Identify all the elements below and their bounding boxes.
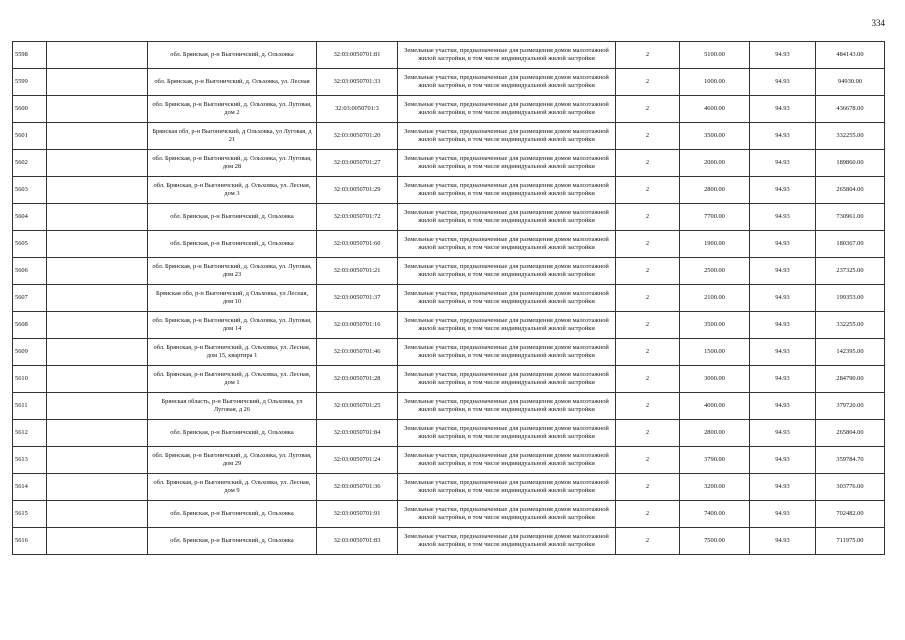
land-use-cell: Земельные участки, предназначенные для размещения домов малоэтажной жилой застройки, в том числе индивидуальной жилой застройки [398, 528, 616, 555]
cadastral-value-cell: 436678.00 [816, 96, 885, 123]
cadastral-number-cell: 32:03:0050701:72 [317, 204, 398, 231]
area-cell: 3000.00 [680, 366, 750, 393]
category-cell: 2 [616, 312, 680, 339]
area-cell: 4000.00 [680, 393, 750, 420]
area-cell: 3200.00 [680, 474, 750, 501]
empty-cell [47, 474, 148, 501]
table-row [13, 501, 885, 528]
specific-value-cell: 94.93 [750, 123, 816, 150]
category-cell: 2 [616, 69, 680, 96]
cadastral-value-cell: 180367.00 [816, 231, 885, 258]
row-number-cell: 5600 [13, 96, 47, 123]
land-use-cell: Земельные участки, предназначенные для размещения домов малоэтажной жилой застройки, в том числе индивидуальной жилой застройки [398, 177, 616, 204]
empty-cell [47, 312, 148, 339]
category-cell: 2 [616, 123, 680, 150]
category-cell: 2 [616, 258, 680, 285]
address-cell: обл. Брянская, р-н Выгоничский, д. Ольховка, ул. Лесная, дом 15, квартира 1 [148, 339, 317, 366]
empty-cell [47, 285, 148, 312]
cadastral-number-cell: 32:03:0050701:27 [317, 150, 398, 177]
address-cell: обл. Брянская, р-н Выгоничский, д. Ольховка [148, 231, 317, 258]
address-cell: обл. Брянская, р-н Выгоничский, д. Ольховка, ул. Луговая, дом 23 [148, 258, 317, 285]
land-use-cell: Земельные участки, предназначенные для размещения домов малоэтажной жилой застройки, в том числе индивидуальной жилой застройки [398, 501, 616, 528]
cadastral-value-cell: 332255.00 [816, 312, 885, 339]
cadastral-number-cell: 32:03:0050701:81 [317, 42, 398, 69]
empty-cell [47, 366, 148, 393]
table-row [13, 42, 885, 69]
land-use-cell: Земельные участки, предназначенные для размещения домов малоэтажной жилой застройки, в том числе индивидуальной жилой застройки [398, 339, 616, 366]
address-cell: обл. Брянская, р-н Выгоничский, д. Ольховка, ул. Лесная [148, 69, 317, 96]
category-cell: 2 [616, 339, 680, 366]
land-use-cell: Земельные участки, предназначенные для размещения домов малоэтажной жилой застройки, в том числе индивидуальной жилой застройки [398, 420, 616, 447]
category-cell: 2 [616, 150, 680, 177]
table-row [13, 312, 885, 339]
address-cell: обл. Брянская, р-н Выгоничский, д. Ольховка [148, 42, 317, 69]
category-cell: 2 [616, 285, 680, 312]
land-use-cell: Земельные участки, предназначенные для размещения домов малоэтажной жилой застройки, в том числе индивидуальной жилой застройки [398, 474, 616, 501]
cadastral-value-cell: 702482.00 [816, 501, 885, 528]
row-number-cell: 5601 [13, 123, 47, 150]
category-cell: 2 [616, 42, 680, 69]
specific-value-cell: 94.93 [750, 231, 816, 258]
table-row [13, 285, 885, 312]
cadastral-number-cell: 32:03:0050701:33 [317, 69, 398, 96]
cadastral-number-cell: 32:03:0050701:37 [317, 285, 398, 312]
address-cell: обл. Брянская, р-н Выгоничский, д. Ольховка [148, 204, 317, 231]
specific-value-cell: 94.93 [750, 420, 816, 447]
specific-value-cell: 94.93 [750, 69, 816, 96]
row-number-cell: 5614 [13, 474, 47, 501]
table-row [13, 123, 885, 150]
category-cell: 2 [616, 447, 680, 474]
land-use-cell: Земельные участки, предназначенные для размещения домов малоэтажной жилой застройки, в том числе индивидуальной жилой застройки [398, 312, 616, 339]
cadastral-number-cell: 32:03:0050701:46 [317, 339, 398, 366]
area-cell: 2800.00 [680, 177, 750, 204]
row-number-cell: 5610 [13, 366, 47, 393]
cadastral-value-cell: 265804.00 [816, 177, 885, 204]
table-row [13, 69, 885, 96]
land-use-cell: Земельные участки, предназначенные для размещения домов малоэтажной жилой застройки, в том числе индивидуальной жилой застройки [398, 285, 616, 312]
table-row [13, 393, 885, 420]
land-use-cell: Земельные участки, предназначенные для размещения домов малоэтажной жилой застройки, в том числе индивидуальной жилой застройки [398, 96, 616, 123]
table-row [13, 339, 885, 366]
area-cell: 7400.00 [680, 501, 750, 528]
specific-value-cell: 94.93 [750, 150, 816, 177]
table-row [13, 231, 885, 258]
address-cell: обл. Брянская, р-н Выгоничский, д. Ольховка, ул. Луговая, дом 29 [148, 447, 317, 474]
category-cell: 2 [616, 393, 680, 420]
empty-cell [47, 339, 148, 366]
area-cell: 2500.00 [680, 258, 750, 285]
row-number-cell: 5598 [13, 42, 47, 69]
category-cell: 2 [616, 528, 680, 555]
specific-value-cell: 94.93 [750, 366, 816, 393]
page-number: 334 [871, 18, 885, 28]
address-cell: Брянская область, р-н Выгоничский, д Ольховка, ул Луговая, д 26 [148, 393, 317, 420]
row-number-cell: 5616 [13, 528, 47, 555]
category-cell: 2 [616, 96, 680, 123]
table-row [13, 177, 885, 204]
table-row [13, 447, 885, 474]
land-use-cell: Земельные участки, предназначенные для размещения домов малоэтажной жилой застройки, в том числе индивидуальной жилой застройки [398, 123, 616, 150]
empty-cell [47, 231, 148, 258]
table-row [13, 474, 885, 501]
empty-cell [47, 150, 148, 177]
empty-cell [47, 204, 148, 231]
row-number-cell: 5615 [13, 501, 47, 528]
category-cell: 2 [616, 366, 680, 393]
table-row [13, 96, 885, 123]
land-use-cell: Земельные участки, предназначенные для размещения домов малоэтажной жилой застройки, в том числе индивидуальной жилой застройки [398, 231, 616, 258]
specific-value-cell: 94.93 [750, 447, 816, 474]
address-cell: обл. Брянская, р-н Выгоничский, д. Ольховка, ул. Луговая, дом 28 [148, 150, 317, 177]
cadastral-number-cell: 32:03:0050701:36 [317, 474, 398, 501]
category-cell: 2 [616, 204, 680, 231]
area-cell: 7700.00 [680, 204, 750, 231]
area-cell: 7500.00 [680, 528, 750, 555]
cadastral-number-cell: 32:03:0050701:60 [317, 231, 398, 258]
row-number-cell: 5605 [13, 231, 47, 258]
cadastral-value-cell: 189860.00 [816, 150, 885, 177]
cadastral-value-cell: 265804.00 [816, 420, 885, 447]
specific-value-cell: 94.93 [750, 258, 816, 285]
cadastral-value-cell: 332255.00 [816, 123, 885, 150]
table-row [13, 150, 885, 177]
cadastral-value-cell: 284790.00 [816, 366, 885, 393]
row-number-cell: 5599 [13, 69, 47, 96]
cadastral-number-cell: 32:03:0050701:20 [317, 123, 398, 150]
cadastral-number-cell: 32:03:0050701:3 [317, 96, 398, 123]
empty-cell [47, 69, 148, 96]
empty-cell [47, 393, 148, 420]
cadastral-value-cell: 359784.70 [816, 447, 885, 474]
area-cell: 1900.00 [680, 231, 750, 258]
address-cell: обл. Брянская, р-н Выгоничский, д. Ольховка, ул. Лесная, дом 3 [148, 177, 317, 204]
cadastral-value-cell: 379720.00 [816, 393, 885, 420]
row-number-cell: 5604 [13, 204, 47, 231]
cadastral-value-cell: 730961.00 [816, 204, 885, 231]
land-use-cell: Земельные участки, предназначенные для размещения домов малоэтажной жилой застройки, в том числе индивидуальной жилой застройки [398, 258, 616, 285]
address-cell: обл. Брянская, р-н Выгоничский, д. Ольховка [148, 501, 317, 528]
area-cell: 2000.00 [680, 150, 750, 177]
cadastral-value-cell: 303776.00 [816, 474, 885, 501]
address-cell: обл. Брянская, р-н Выгоничский, д. Ольховка, ул. Лесная, дом 1 [148, 366, 317, 393]
area-cell: 5100.00 [680, 42, 750, 69]
row-number-cell: 5607 [13, 285, 47, 312]
cadastral-number-cell: 32:03:0050701:24 [317, 447, 398, 474]
specific-value-cell: 94.93 [750, 393, 816, 420]
row-number-cell: 5606 [13, 258, 47, 285]
row-number-cell: 5603 [13, 177, 47, 204]
empty-cell [47, 123, 148, 150]
cadastral-value-cell: 484143.00 [816, 42, 885, 69]
row-number-cell: 5608 [13, 312, 47, 339]
cadastral-number-cell: 32:03:0050701:83 [317, 528, 398, 555]
land-use-cell: Земельные участки, предназначенные для размещения домов малоэтажной жилой застройки, в том числе индивидуальной жилой застройки [398, 204, 616, 231]
empty-cell [47, 447, 148, 474]
empty-cell [47, 177, 148, 204]
cadastral-number-cell: 32:03:0050701:84 [317, 420, 398, 447]
cadastral-number-cell: 32:03:0050701:21 [317, 258, 398, 285]
row-number-cell: 5602 [13, 150, 47, 177]
row-number-cell: 5612 [13, 420, 47, 447]
table-row [13, 258, 885, 285]
specific-value-cell: 94.93 [750, 204, 816, 231]
specific-value-cell: 94.93 [750, 96, 816, 123]
land-use-cell: Земельные участки, предназначенные для размещения домов малоэтажной жилой застройки, в том числе индивидуальной жилой застройки [398, 150, 616, 177]
land-use-cell: Земельные участки, предназначенные для размещения домов малоэтажной жилой застройки, в том числе индивидуальной жилой застройки [398, 393, 616, 420]
table-row [13, 528, 885, 555]
empty-cell [47, 258, 148, 285]
row-number-cell: 5609 [13, 339, 47, 366]
area-cell: 2800.00 [680, 420, 750, 447]
empty-cell [47, 528, 148, 555]
empty-cell [47, 96, 148, 123]
cadastral-number-cell: 32:03:0050701:16 [317, 312, 398, 339]
cadastral-value-cell: 237325.00 [816, 258, 885, 285]
address-cell: обл. Брянская, р-н Выгоничский, д. Ольховка, ул. Лесная, дом 9 [148, 474, 317, 501]
address-cell: обл. Брянская, р-н Выгоничский, д. Ольховка [148, 528, 317, 555]
empty-cell [47, 501, 148, 528]
cadastral-value-cell: 142395.00 [816, 339, 885, 366]
category-cell: 2 [616, 177, 680, 204]
area-cell: 3500.00 [680, 123, 750, 150]
land-use-cell: Земельные участки, предназначенные для размещения домов малоэтажной жилой застройки, в том числе индивидуальной жилой застройки [398, 42, 616, 69]
row-number-cell: 5611 [13, 393, 47, 420]
empty-cell [47, 420, 148, 447]
specific-value-cell: 94.93 [750, 339, 816, 366]
specific-value-cell: 94.93 [750, 285, 816, 312]
cadastral-number-cell: 32:03:0050701:29 [317, 177, 398, 204]
area-cell: 1000.00 [680, 69, 750, 96]
specific-value-cell: 94.93 [750, 501, 816, 528]
area-cell: 2100.00 [680, 285, 750, 312]
area-cell: 1500.00 [680, 339, 750, 366]
empty-cell [47, 42, 148, 69]
address-cell: Брянская обл, р-н Выгоничский, д Ольховка, ул Луговая, д 21 [148, 123, 317, 150]
specific-value-cell: 94.93 [750, 42, 816, 69]
table-row [13, 204, 885, 231]
specific-value-cell: 94.93 [750, 177, 816, 204]
cadastral-value-cell: 711975.00 [816, 528, 885, 555]
address-cell: обл. Брянская, р-н Выгоничский, д. Ольховка, ул. Луговая, дом 14 [148, 312, 317, 339]
area-cell: 3790.00 [680, 447, 750, 474]
table-row [13, 420, 885, 447]
table-body [13, 42, 885, 555]
address-cell: обл. Брянская, р-н Выгоничский, д. Ольховка [148, 420, 317, 447]
specific-value-cell: 94.93 [750, 312, 816, 339]
land-use-cell: Земельные участки, предназначенные для размещения домов малоэтажной жилой застройки, в том числе индивидуальной жилой застройки [398, 447, 616, 474]
table-row [13, 366, 885, 393]
area-cell: 3500.00 [680, 312, 750, 339]
specific-value-cell: 94.93 [750, 528, 816, 555]
cadastral-value-cell: 94930.00 [816, 69, 885, 96]
area-cell: 4600.00 [680, 96, 750, 123]
land-use-cell: Земельные участки, предназначенные для размещения домов малоэтажной жилой застройки, в том числе индивидуальной жилой застройки [398, 69, 616, 96]
address-cell: Брянская обл, р-н Выгоничский, д Ольховка, ул Лесная, дом 10 [148, 285, 317, 312]
address-cell: обл. Брянская, р-н Выгоничский, д. Ольховка, ул. Луговая, дом 2 [148, 96, 317, 123]
category-cell: 2 [616, 474, 680, 501]
row-number-cell: 5613 [13, 447, 47, 474]
category-cell: 2 [616, 420, 680, 447]
land-use-cell: Земельные участки, предназначенные для размещения домов малоэтажной жилой застройки, в том числе индивидуальной жилой застройки [398, 366, 616, 393]
cadastral-value-cell: 199353.00 [816, 285, 885, 312]
category-cell: 2 [616, 501, 680, 528]
land-registry-table [12, 41, 885, 555]
specific-value-cell: 94.93 [750, 474, 816, 501]
cadastral-number-cell: 32:03:0050701:91 [317, 501, 398, 528]
category-cell: 2 [616, 231, 680, 258]
cadastral-number-cell: 32:03:0050701:28 [317, 366, 398, 393]
cadastral-number-cell: 32:03:0050701:25 [317, 393, 398, 420]
